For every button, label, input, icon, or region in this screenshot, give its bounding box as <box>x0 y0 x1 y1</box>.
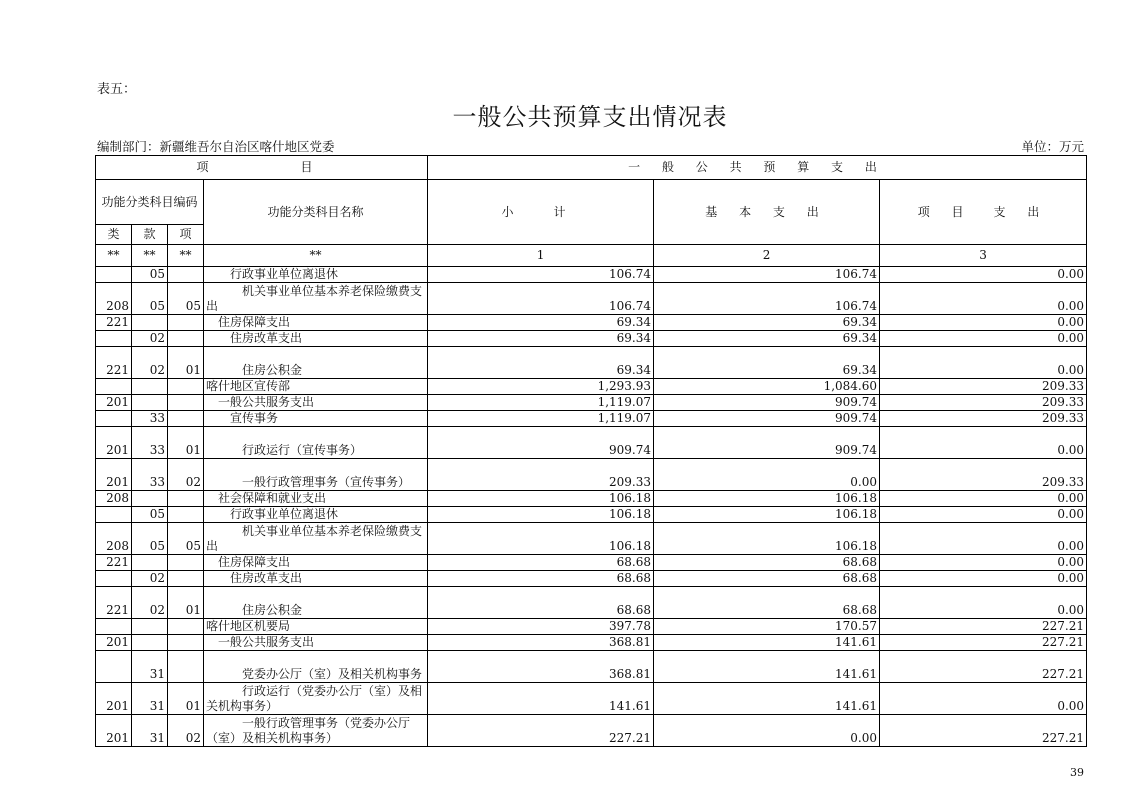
item-name: 住房保障支出 <box>204 555 428 571</box>
code-lei: 201 <box>96 715 132 747</box>
code-lei <box>96 619 132 635</box>
item-name: 住房改革支出 <box>204 571 428 587</box>
code-xiang <box>168 491 204 507</box>
code-lei <box>96 507 132 523</box>
basic-value: 68.68 <box>654 555 880 571</box>
code-lei <box>96 411 132 427</box>
project-value: 0.00 <box>880 283 1087 315</box>
table-row <box>96 507 1087 523</box>
code-xiang <box>168 395 204 411</box>
item-name: 一般行政管理事务（宣传事务） <box>204 459 428 491</box>
header-func-name: 功能分类科目名称 <box>204 180 428 245</box>
item-name: 住房改革支出 <box>204 331 428 347</box>
table-row <box>96 635 1087 651</box>
basic-value: 106.74 <box>654 283 880 315</box>
basic-value: 106.18 <box>654 523 880 555</box>
code-lei: 201 <box>96 395 132 411</box>
project-value: 0.00 <box>880 347 1087 379</box>
project-value: 0.00 <box>880 571 1087 587</box>
star-xiang: ** <box>168 245 204 267</box>
code-lei <box>96 651 132 683</box>
item-name: 社会保障和就业支出 <box>204 491 428 507</box>
code-lei: 221 <box>96 587 132 619</box>
item-name: 机关事业单位基本养老保险缴费支出 <box>204 283 428 315</box>
unit-label: 单位：万元 <box>1021 139 1084 154</box>
subtotal-value: 397.78 <box>428 619 654 635</box>
table-row <box>96 379 1087 395</box>
subtotal-value: 1,119.07 <box>428 395 654 411</box>
code-xiang <box>168 571 204 587</box>
code-kuan: 02 <box>132 331 168 347</box>
code-lei: 221 <box>96 315 132 331</box>
subtotal-value: 209.33 <box>428 459 654 491</box>
code-kuan: 33 <box>132 411 168 427</box>
item-name: 机关事业单位基本养老保险缴费支出 <box>204 523 428 555</box>
code-xiang <box>168 267 204 283</box>
code-lei <box>96 571 132 587</box>
table-row <box>96 347 1087 379</box>
project-value: 0.00 <box>880 555 1087 571</box>
table-row <box>96 683 1087 715</box>
subtotal-value: 106.18 <box>428 507 654 523</box>
basic-value: 68.68 <box>654 587 880 619</box>
subtotal-value: 106.74 <box>428 267 654 283</box>
code-kuan: 05 <box>132 283 168 315</box>
basic-value: 69.34 <box>654 347 880 379</box>
table-row <box>96 651 1087 683</box>
code-kuan: 02 <box>132 347 168 379</box>
department-label: 编制部门：新疆维吾尔自治区喀什地区党委 <box>97 139 335 154</box>
table-row <box>96 619 1087 635</box>
subtotal-value: 1,119.07 <box>428 411 654 427</box>
project-value: 0.00 <box>880 523 1087 555</box>
code-kuan: 31 <box>132 683 168 715</box>
code-kuan <box>132 491 168 507</box>
subtotal-value: 1,293.93 <box>428 379 654 395</box>
project-value: 227.21 <box>880 635 1087 651</box>
item-name: 住房公积金 <box>204 587 428 619</box>
project-value: 0.00 <box>880 491 1087 507</box>
subtotal-value: 68.68 <box>428 571 654 587</box>
table-row <box>96 267 1087 283</box>
table-row <box>96 715 1087 747</box>
table-row <box>96 491 1087 507</box>
header-budget: 一 般 公 共 预 算 支 出 <box>428 156 1087 180</box>
table-row <box>96 315 1087 331</box>
code-kuan: 02 <box>132 587 168 619</box>
code-kuan: 31 <box>132 715 168 747</box>
basic-value: 106.74 <box>654 267 880 283</box>
code-xiang <box>168 635 204 651</box>
basic-value: 141.61 <box>654 635 880 651</box>
basic-value: 69.34 <box>654 331 880 347</box>
project-value: 0.00 <box>880 427 1087 459</box>
code-xiang: 02 <box>168 459 204 491</box>
code-xiang: 05 <box>168 283 204 315</box>
code-lei: 201 <box>96 635 132 651</box>
basic-value: 170.57 <box>654 619 880 635</box>
basic-value: 909.74 <box>654 395 880 411</box>
project-value: 0.00 <box>880 331 1087 347</box>
table-row <box>96 459 1087 491</box>
code-kuan: 05 <box>132 507 168 523</box>
code-lei <box>96 379 132 395</box>
code-lei: 208 <box>96 491 132 507</box>
code-xiang: 01 <box>168 427 204 459</box>
item-name: 行政运行（宣传事务） <box>204 427 428 459</box>
item-name: 党委办公厅（室）及相关机构事务 <box>204 651 428 683</box>
header-project-exp: 项 目 支 出 <box>880 180 1087 245</box>
item-name: 行政事业单位离退休 <box>204 267 428 283</box>
item-name: 住房保障支出 <box>204 315 428 331</box>
code-kuan <box>132 555 168 571</box>
basic-value: 141.61 <box>654 683 880 715</box>
basic-value: 68.68 <box>654 571 880 587</box>
table-label: 表五： <box>97 82 137 97</box>
subtotal-value: 368.81 <box>428 635 654 651</box>
code-kuan: 05 <box>132 523 168 555</box>
code-lei: 201 <box>96 459 132 491</box>
project-value: 0.00 <box>880 315 1087 331</box>
subtotal-value: 141.61 <box>428 683 654 715</box>
code-lei <box>96 331 132 347</box>
item-name: 行政运行（党委办公厅（室）及相关机构事务） <box>204 683 428 715</box>
col-index-3: 3 <box>880 245 1087 267</box>
project-value: 0.00 <box>880 507 1087 523</box>
table-row <box>96 427 1087 459</box>
code-xiang: 02 <box>168 715 204 747</box>
col-index-2: 2 <box>654 245 880 267</box>
basic-value: 0.00 <box>654 459 880 491</box>
code-kuan <box>132 395 168 411</box>
basic-value: 909.74 <box>654 411 880 427</box>
subtotal-value: 69.34 <box>428 331 654 347</box>
table-row <box>96 555 1087 571</box>
subtotal-value: 106.74 <box>428 283 654 315</box>
subtotal-value: 227.21 <box>428 715 654 747</box>
project-value: 209.33 <box>880 379 1087 395</box>
code-xiang <box>168 379 204 395</box>
code-kuan: 31 <box>132 651 168 683</box>
code-lei <box>96 267 132 283</box>
item-name: 宣传事务 <box>204 411 428 427</box>
code-xiang <box>168 555 204 571</box>
code-xiang <box>168 411 204 427</box>
table-row <box>96 283 1087 315</box>
code-kuan: 02 <box>132 571 168 587</box>
basic-value: 0.00 <box>654 715 880 747</box>
code-xiang <box>168 651 204 683</box>
project-value: 209.33 <box>880 395 1087 411</box>
project-value: 227.21 <box>880 715 1087 747</box>
project-value: 0.00 <box>880 267 1087 283</box>
project-value: 227.21 <box>880 619 1087 635</box>
header-subtotal: 小 计 <box>428 180 654 245</box>
code-lei: 221 <box>96 347 132 379</box>
col-index-1: 1 <box>428 245 654 267</box>
table-row <box>96 571 1087 587</box>
project-value: 209.33 <box>880 459 1087 491</box>
basic-value: 909.74 <box>654 427 880 459</box>
item-name: 一般公共服务支出 <box>204 395 428 411</box>
page-number: 39 <box>1070 766 1084 779</box>
basic-value: 106.18 <box>654 507 880 523</box>
basic-value: 1,084.60 <box>654 379 880 395</box>
header-xiang: 项 <box>168 225 204 245</box>
star-lei: ** <box>96 245 132 267</box>
basic-value: 141.61 <box>654 651 880 683</box>
subtotal-value: 106.18 <box>428 491 654 507</box>
item-name: 一般行政管理事务（党委办公厅（室）及相关机构事务） <box>204 715 428 747</box>
basic-value: 69.34 <box>654 315 880 331</box>
subtotal-value: 368.81 <box>428 651 654 683</box>
code-xiang <box>168 331 204 347</box>
table-row <box>96 523 1087 555</box>
project-value: 0.00 <box>880 683 1087 715</box>
item-name: 一般公共服务支出 <box>204 635 428 651</box>
project-value: 0.00 <box>880 587 1087 619</box>
basic-value: 106.18 <box>654 491 880 507</box>
table-row <box>96 411 1087 427</box>
project-value: 209.33 <box>880 411 1087 427</box>
code-kuan: 05 <box>132 267 168 283</box>
subtotal-value: 68.68 <box>428 587 654 619</box>
code-kuan <box>132 635 168 651</box>
table-row <box>96 331 1087 347</box>
code-xiang: 01 <box>168 347 204 379</box>
code-kuan <box>132 379 168 395</box>
table-row <box>96 395 1087 411</box>
code-lei: 201 <box>96 683 132 715</box>
item-name: 行政事业单位离退休 <box>204 507 428 523</box>
star-kuan: ** <box>132 245 168 267</box>
code-lei: 221 <box>96 555 132 571</box>
header-kuan: 款 <box>132 225 168 245</box>
code-xiang: 01 <box>168 683 204 715</box>
header-lei: 类 <box>96 225 132 245</box>
code-xiang <box>168 507 204 523</box>
header-basic: 基 本 支 出 <box>654 180 880 245</box>
code-xiang: 05 <box>168 523 204 555</box>
code-kuan <box>132 315 168 331</box>
code-kuan: 33 <box>132 459 168 491</box>
page-title: 一般公共预算支出情况表 <box>452 103 728 131</box>
code-lei: 208 <box>96 283 132 315</box>
header-project: 项 目 <box>96 156 428 180</box>
item-name: 住房公积金 <box>204 347 428 379</box>
project-value: 227.21 <box>880 651 1087 683</box>
code-lei: 201 <box>96 427 132 459</box>
subtotal-value: 909.74 <box>428 427 654 459</box>
subtotal-value: 69.34 <box>428 315 654 331</box>
table-row <box>96 587 1087 619</box>
code-xiang: 01 <box>168 587 204 619</box>
item-name: 喀什地区宣传部 <box>204 379 428 395</box>
star-name: ** <box>204 245 428 267</box>
subtotal-value: 69.34 <box>428 347 654 379</box>
header-func-code: 功能分类科目编码 <box>96 180 204 225</box>
subtotal-value: 106.18 <box>428 523 654 555</box>
code-kuan: 33 <box>132 427 168 459</box>
budget-table <box>95 155 1087 747</box>
subtotal-value: 68.68 <box>428 555 654 571</box>
item-name: 喀什地区机要局 <box>204 619 428 635</box>
code-xiang <box>168 619 204 635</box>
code-xiang <box>168 315 204 331</box>
code-lei: 208 <box>96 523 132 555</box>
code-kuan <box>132 619 168 635</box>
